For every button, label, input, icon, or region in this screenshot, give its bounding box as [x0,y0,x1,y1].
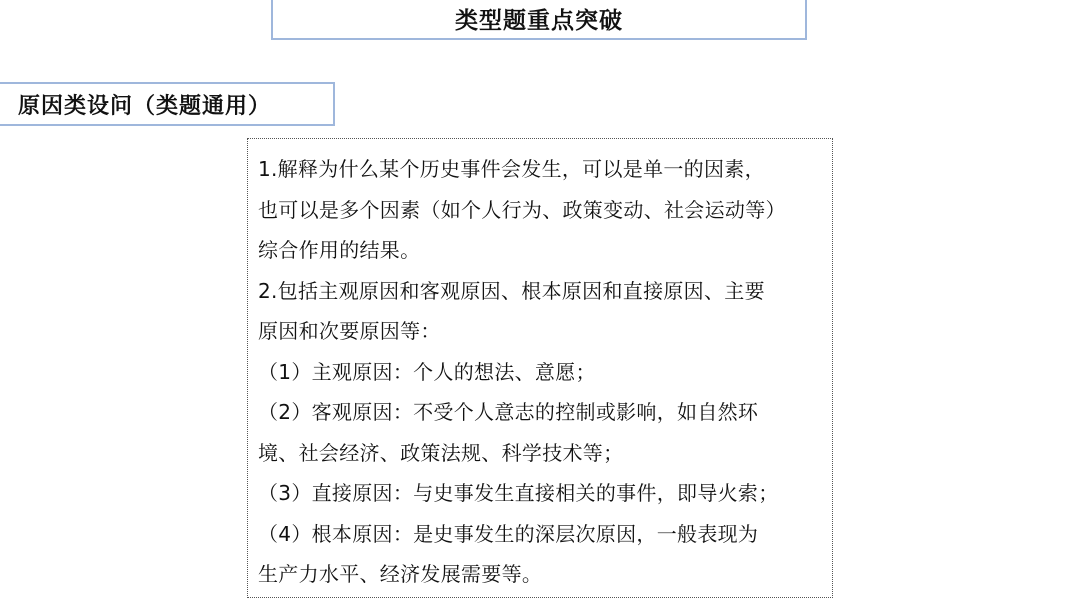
content-box [247,138,833,598]
slide-title: 类型题重点突破 [271,0,807,40]
content-line: （2）客观原因：不受个人意志的控制或影响，如自然环 [258,400,759,424]
content-line: 生产力水平、经济发展需要等。 [258,562,543,586]
content-line: （3）直接原因：与史事发生直接相关的事件，即导火索； [258,481,779,505]
content-line: 也可以是多个因素（如个人行为、政策变动、社会运动等） [258,197,786,222]
content-line: 1.解释为什么某个历史事件会发生，可以是单一的因素， [258,157,765,181]
content-line: （1）主观原因：个人的想法、意愿； [258,359,596,384]
content-line: 综合作用的结果。 [258,238,421,262]
content-line: （4）根本原因：是史事发生的深层次原因，一般表现为 [258,521,759,546]
content-line: 原因和次要原因等： [258,319,441,343]
section-label: 原因类设问（类题通用） [0,82,335,126]
content-line: 境、社会经济、政策法规、科学技术等； [258,440,624,465]
content-line: 2.包括主观原因和客观原因、根本原因和直接原因、主要 [258,278,765,303]
